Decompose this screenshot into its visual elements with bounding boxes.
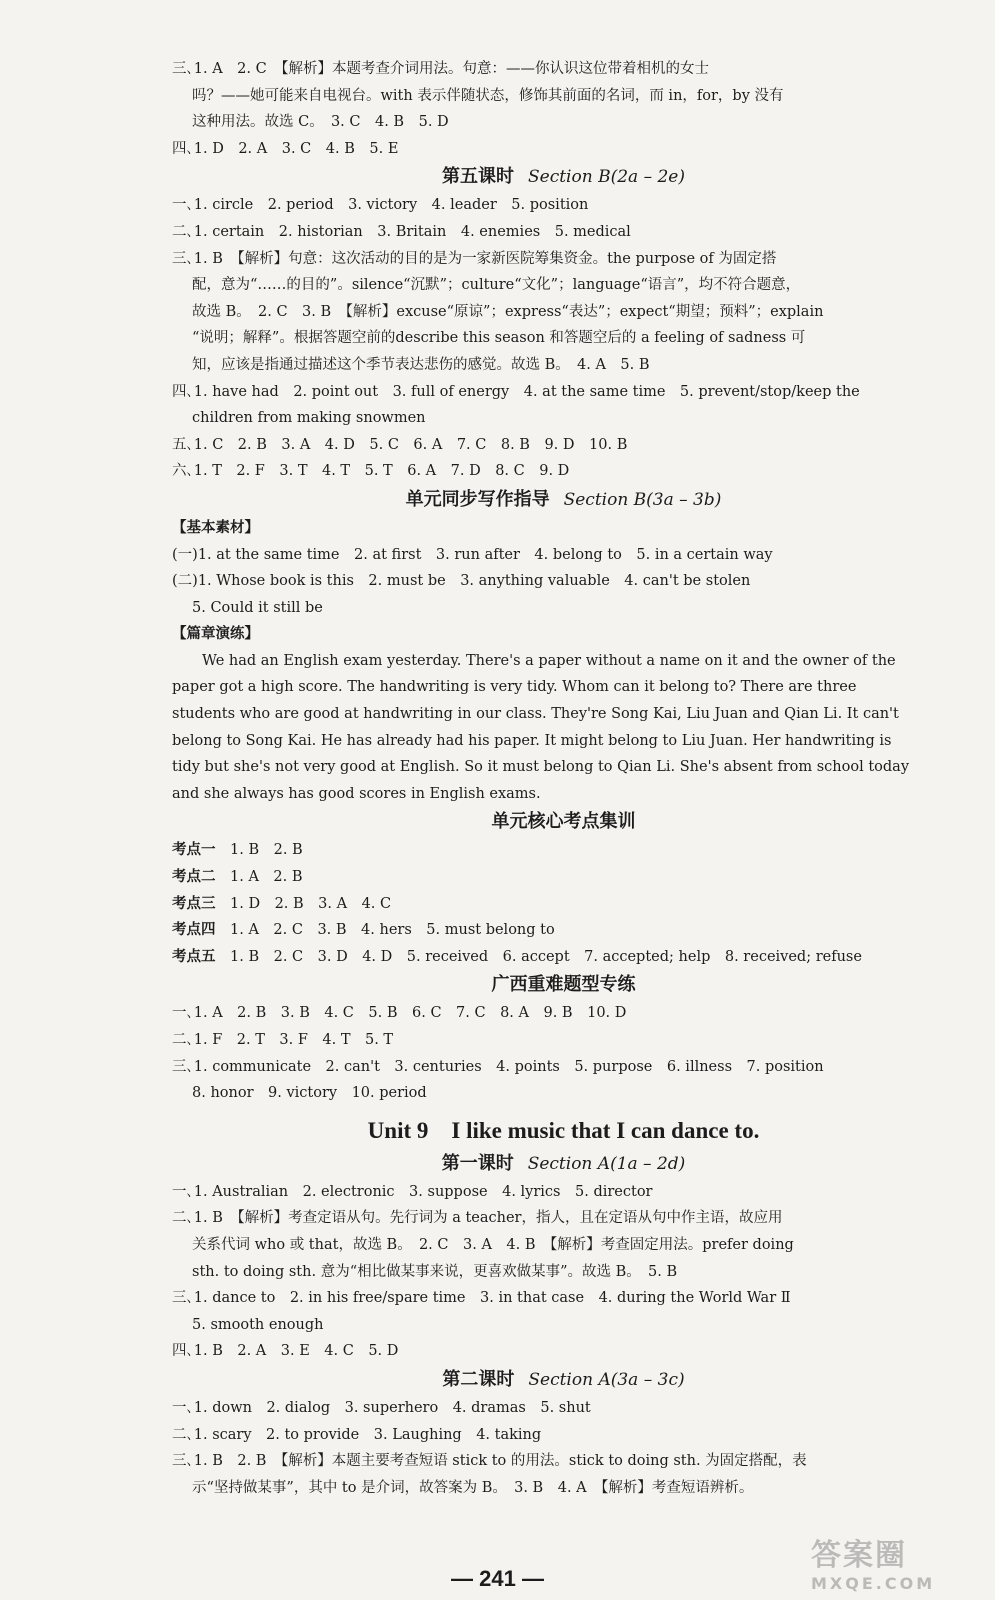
answer-line: 三､1. dance to 2. in his free/spare time 3. in that case 4. during the World War Ⅱ <box>172 1290 791 1307</box>
answer-line: 三､1. A 2. C 【解析】本题考查介词用法。句意：——你认识这位带着相机的女士 <box>172 61 709 77</box>
answer-line: 二､1. scary 2. to provide 3. Laughing 4. taking <box>172 1426 542 1443</box>
kaodian-line <box>172 917 955 944</box>
kaodian-answers: 1. B 2. C 3. D 4. D 5. received 6. accept 7. accepted; help 8. received; refuse <box>215 948 862 965</box>
answer-line: students who are good at handwriting in our class. They're Song Kai, Liu Juan and Qian Li. It can't <box>172 706 899 723</box>
answer-line: 5. smooth enough <box>192 1316 324 1333</box>
kaodian-label: 考点四 <box>172 921 216 939</box>
answer-line: 五､1. C 2. B 3. A 4. D 5. C 6. A 7. C 8. B 9. D 10. B <box>172 436 628 453</box>
kaodian-answers: 1. A 2. B <box>215 869 303 886</box>
answer-line: 二､1. F 2. T 3. F 4. T 5. T <box>172 1032 394 1048</box>
answer-line: 四､1. B 2. A 3. E 4. C 5. D <box>172 1343 399 1360</box>
answer-line: children from making snowmen <box>192 410 426 427</box>
kaodian-label: 考点三 <box>172 894 216 912</box>
section-heading <box>172 1149 955 1179</box>
answer-line: 一､1. A 2. B 3. B 4. C 5. B 6. C 7. C 8. A 9. B 10. D <box>172 1005 627 1022</box>
answer-line: 二､1. B 【解析】考查定语从句。先行词为 a teacher，指人，且在定语从句中作主语，故应用 <box>172 1210 783 1227</box>
answer-line: 示“坚持做某事”，其中 to 是介词，故答案为 B。 3. B 4. A 【解析】考查短语辨析。 <box>192 1479 754 1496</box>
kaodian-line <box>172 944 955 971</box>
kaodian-line <box>172 864 955 891</box>
answer-line: sth. to doing sth. 意为“相比做某事来说，更喜欢做某事”。故选 B。 5. B <box>192 1263 678 1280</box>
kaodian-label: 考点一 <box>172 841 216 859</box>
section-heading <box>172 807 955 837</box>
watermark-logo <box>811 1530 981 1592</box>
kaodian-answers: 1. D 2. B 3. A 4. C <box>215 895 392 912</box>
answer-line: 三､1. B 2. B 【解析】本题主要考查短语 stick to 的用法。stick to doing sth. 为固定搭配，表 <box>172 1453 807 1470</box>
heading-section: Section B(3a – 3b) <box>563 489 722 510</box>
answer-line: “说明；解释”。根据答题空前的describe this season 和答题空后的 a feeling of sadness 可 <box>192 330 806 347</box>
page-number: — 241 — <box>451 1566 544 1591</box>
subsection-label: 【基本素材】 <box>172 518 259 536</box>
section-heading <box>172 162 955 192</box>
answer-line: 四､1. D 2. A 3. C 4. B 5. E <box>172 140 399 157</box>
answer-line: 一､1. down 2. dialog 3. superhero 4. dramas 5. shut <box>172 1399 591 1416</box>
answer-line: 8. honor 9. victory 10. period <box>192 1085 427 1102</box>
answer-line: 三､1. communicate 2. can't 3. centuries 4. points 5. purpose 6. illness 7. position <box>172 1058 824 1075</box>
answer-line: 一､1. Australian 2. electronic 3. suppose 4. lyrics 5. director <box>172 1183 653 1200</box>
answer-line: (一)1. at the same time 2. at first 3. run after 4. belong to 5. in a certain way <box>172 546 773 563</box>
heading-title: 单元同步写作指导 <box>405 488 550 510</box>
answer-line: 故选 B。 2. C 3. B 【解析】excuse“原谅”；express“表达”；expect“期望；预料”；explain <box>192 303 824 320</box>
section-heading <box>172 970 955 1000</box>
answer-line: 这种用法。故选 C。 3. C 4. B 5. D <box>192 114 449 131</box>
kaodian-answers: 1. A 2. C 3. B 4. hers 5. must belong to <box>215 922 555 939</box>
subsection-label: 【篇章演练】 <box>172 625 259 643</box>
answer-line: 配，意为“……的目的”。silence“沉默”；culture“文化”；language“语言”，均不符合题意， <box>192 277 801 294</box>
section-heading <box>172 1365 955 1395</box>
answer-line: 三､1. B 【解析】句意：这次活动的目的是为一家新医院筹集资金。the purpose of 为固定搭 <box>172 250 777 267</box>
answer-line: 关系代词 who 或 that，故选 B。 2. C 3. A 4. B 【解析】考查固定用法。prefer doing <box>192 1236 794 1253</box>
watermark-text: 答案圈 <box>811 1538 907 1573</box>
heading-title: 第五课时 <box>442 166 514 188</box>
heading-title: 第一课时 <box>441 1152 514 1174</box>
answer-line: 吗？——她可能来自电视台。with 表示伴随状态，修饰其前面的名词，而 in，for，by 没有 <box>192 87 784 104</box>
answer-line: (二)1. Whose book is this 2. must be 3. anything valuable 4. can't be stolen <box>172 573 751 590</box>
unit-title: Unit 9 I like music that I can dance to. <box>367 1117 760 1143</box>
heading-title: 广西重难题型专练 <box>491 974 636 996</box>
section-heading <box>172 485 955 515</box>
heading-title: 单元核心考点集训 <box>491 811 636 833</box>
answer-line: belong to Song Kai. He has already had his paper. It might belong to Liu Juan. Her handwriting is <box>172 732 892 749</box>
kaodian-line <box>172 837 955 864</box>
watermark-url: MXQE.COM <box>811 1574 936 1593</box>
heading-section: Section A(3a – 3c) <box>528 1369 685 1390</box>
answer-line: 四､1. have had 2. point out 3. full of energy 4. at the same time 5. prevent/stop/keep the <box>172 383 860 400</box>
kaodian-line <box>172 891 955 918</box>
answer-line: paper got a high score. The handwriting is very tidy. Whom can it belong to? There are three <box>172 679 857 696</box>
kaodian-answers: 1. B 2. B <box>215 842 303 859</box>
kaodian-label: 考点二 <box>172 868 216 886</box>
answer-line: 六､1. T 2. F 3. T 4. T 5. T 6. A 7. D 8. C 9. D <box>172 463 570 480</box>
answer-line: 5. Could it still be <box>192 599 323 616</box>
answer-line: 一､1. circle 2. period 3. victory 4. leader 5. position <box>172 197 589 214</box>
heading-title: 第二课时 <box>442 1368 515 1390</box>
answer-line: 知，应该是指通过描述这个季节表达悲伤的感觉。故选 B。 4. A 5. B <box>192 356 650 373</box>
heading-section: Section B(2a – 2e) <box>528 167 685 188</box>
answer-line: 二､1. certain 2. historian 3. Britain 4. enemies 5. medical <box>172 223 631 240</box>
heading-section: Section A(1a – 2d) <box>527 1153 686 1174</box>
answer-line: We had an English exam yesterday. There's a paper without a name on it and the owner of the <box>202 652 896 669</box>
answer-line: tidy but she's not very good at English. So it must belong to Qian Li. She's absent from school today <box>172 759 910 776</box>
answer-line: and she always has good scores in English exams. <box>172 785 541 802</box>
kaodian-label: 考点五 <box>172 947 216 965</box>
